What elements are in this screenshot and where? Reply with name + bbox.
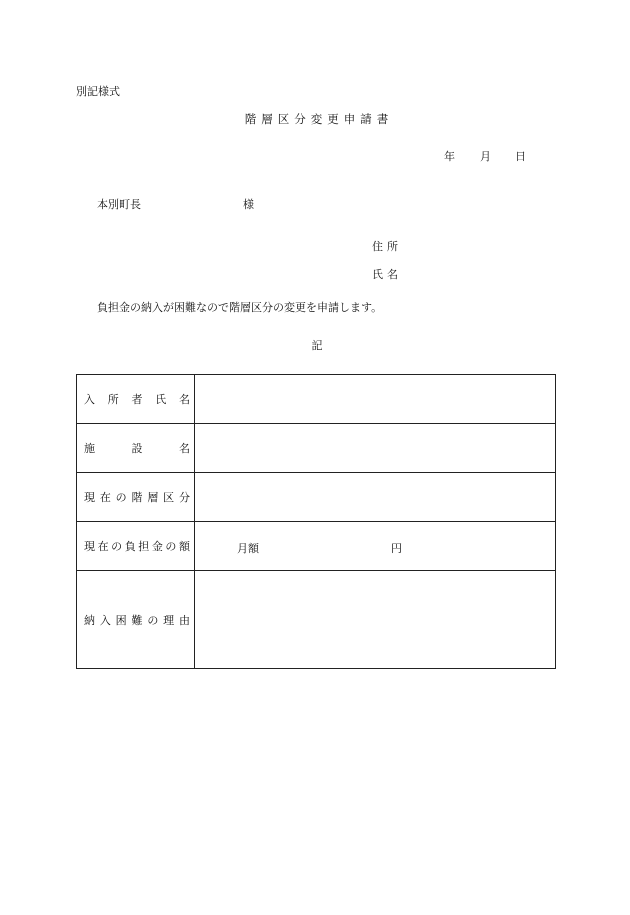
current-charge-label: 現 在 の 負 担 金 の 額 (84, 540, 190, 553)
document-title: 階層区分変更申請書 (244, 112, 394, 126)
monthly-label: 月額 (237, 542, 259, 555)
table-row (77, 522, 556, 571)
applicant-name-label: 氏名 (372, 268, 402, 281)
table-row (77, 375, 556, 424)
facility-name-field[interactable] (195, 424, 556, 473)
current-class-label: 現 在 の 階 層 区 分 (84, 491, 190, 504)
date-day-label: 日 (515, 150, 526, 163)
yen-label: 円 (391, 542, 402, 555)
reason-field[interactable] (195, 571, 556, 669)
applicant-address-label: 住所 (372, 240, 402, 253)
form-label: 別記様式 (76, 85, 120, 98)
facility-name-label: 施 設 名 (84, 442, 190, 455)
table-row (77, 424, 556, 473)
row-label-current-charge (77, 522, 195, 571)
current-charge-field[interactable] (195, 522, 556, 571)
row-label-current-class (77, 473, 195, 522)
application-statement: 負担金の納入が困難なので階層区分の変更を申請します。 (97, 301, 383, 314)
current-class-field[interactable] (195, 473, 556, 522)
table-row (77, 473, 556, 522)
resident-name-label: 入 所 者 氏 名 (84, 393, 190, 406)
detail-table (76, 374, 556, 669)
row-label-reason (77, 571, 195, 669)
table-row (77, 571, 556, 669)
row-label-facility-name (77, 424, 195, 473)
ki-heading: 記 (311, 339, 323, 352)
addressee: 本別町長 (97, 198, 141, 211)
row-label-resident-name (77, 375, 195, 424)
date-month-label: 月 (480, 150, 491, 163)
reason-label: 納 入 困 難 の 理 由 (84, 613, 190, 627)
date-year-label: 年 (444, 150, 455, 163)
resident-name-field[interactable] (195, 375, 556, 424)
honorific: 様 (243, 198, 254, 211)
